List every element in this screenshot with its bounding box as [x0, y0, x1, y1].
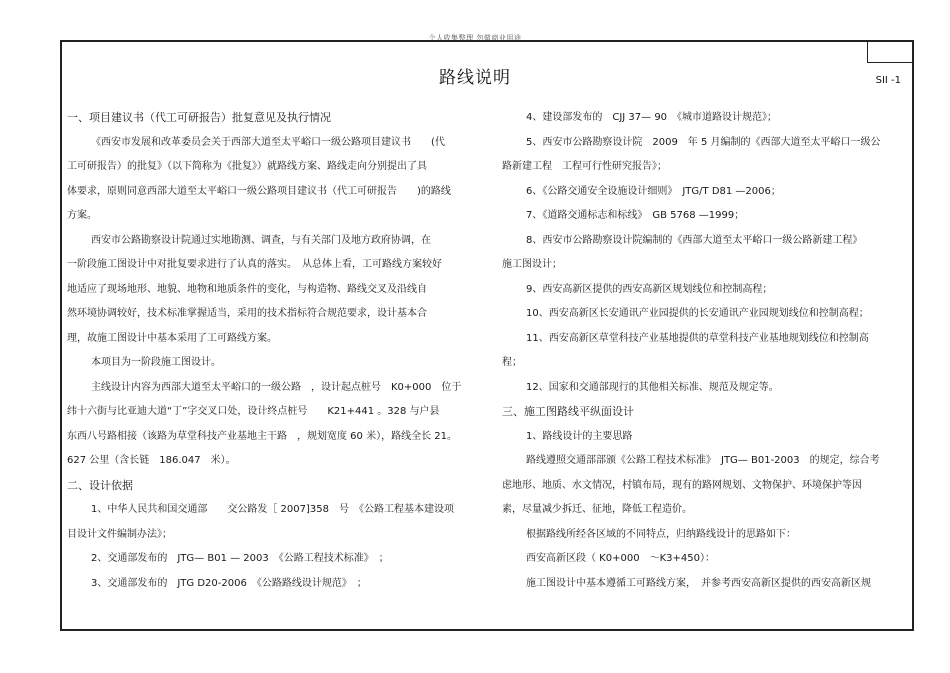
right-column: [502, 106, 907, 596]
text-line: 7、《道路交通标志和标线》 GB 5768 —1999；: [526, 210, 745, 221]
section-heading: 二、设计依据: [67, 478, 133, 492]
text-line: 素，尽量减少拆迁、征地，降低工程造价。: [502, 504, 692, 515]
text-line: 目设计文件编制办法》；: [67, 528, 172, 540]
text-line: 9、西安高新区提供的西安高新区规划线位和控制高程；: [526, 283, 773, 295]
text-line: 根据路线所经各区域的不同特点，归纳路线设计的思路如下：: [526, 528, 796, 540]
text-line: 6、《公路交通安全设施设计细则》 JTG/T D81 —2006；: [526, 185, 781, 197]
text-line: 然环境协调较好，技术标准掌握适当，采用的技术指标符合规范要求，设计基本合: [67, 308, 427, 319]
text-line: 5、西安市公路勘察设计院 2009 年 5 月编制的《西部大道至太平峪口一级公: [526, 136, 881, 148]
watermark-text: 个人收集整理 勿做商业用途: [428, 34, 522, 42]
text-line: 纬十六街与比亚迪大道“丁”字交叉口处，设计终点桩号 K21+441 。328 与户县: [67, 406, 440, 417]
text-line: 施工图设计中基本遵循工可路线方案， 并参考西安高新区提供的西安高新区规: [526, 577, 871, 589]
text-line: 东西八号路相接（该路为草堂科技产业基地主干路 ，规划宽度 60 米），路线全长 21。: [67, 430, 457, 442]
text-line: 西安市公路勘察设计院通过实地勘测、调查，与有关部门及地方政府协调，在: [91, 234, 431, 246]
text-line: 西安高新区段（ K0+000 ～K3+450）：: [526, 553, 715, 564]
title-corner-box: [867, 42, 912, 63]
text-line: 理，故施工图设计中基本采用了工可路线方案。: [67, 332, 277, 344]
text-line: 2、交通部发布的 JTG— B01 — 2003 《公路工程技术标准》 ；: [91, 553, 389, 564]
text-line: 程；: [502, 357, 522, 368]
text-line: 627 公里（含长链 186.047 米）。: [67, 455, 236, 466]
text-line: 体要求，原则同意西部大道至太平峪口一级公路项目建议书（代工可研报告 )的路线: [67, 185, 451, 197]
text-line: 路线遵照交通部部颁《公路工程技术标准》 JTG— B01-2003 的规定，综合考: [526, 455, 880, 466]
text-line: 11、西安高新区草堂科技产业基地提供的草堂科技产业基地规划线位和控制高: [526, 332, 869, 344]
page-title: 路线说明: [439, 68, 511, 88]
text-line: 4、建设部发布的 CJJ 37— 90 《城市道路设计规范》；: [526, 112, 778, 123]
section-heading: 三、施工图路线平纵面设计: [502, 405, 634, 418]
text-line: 《西安市发展和改革委员会关于西部大道至太平峪口一级公路项目建议书 (代: [91, 136, 445, 148]
sheet-number: SII -1: [875, 75, 901, 86]
text-line: 虑地形、地质、水文情况，村镇布局，现有的路网规划、文物保护、环境保护等因: [502, 479, 862, 491]
text-line: 方案。: [67, 210, 97, 221]
text-line: 施工图设计；: [502, 259, 562, 270]
text-line: 8、西安市公路勘察设计院编制的《西部大道至太平峪口一级公路新建工程》: [526, 234, 863, 246]
text-line: 路新建工程 工程可行性研究报告》；: [502, 161, 667, 172]
section-heading: 一、项目建议书（代工可研报告）批复意见及执行情况: [67, 111, 331, 124]
text-line: 工可研报告）的批复》（以下简称为《批复》）就路线方案、路线走向分别提出了具: [67, 161, 427, 172]
text-line: 12、国家和交通部现行的其他相关标准、规范及规定等。: [526, 381, 779, 393]
text-line: 10、西安高新区长安通讯产业园提供的长安通讯产业园规划线位和控制高程；: [526, 308, 869, 319]
text-line: 地适应了现场地形、地貌、地物和地质条件的变化，与构造物、路线交叉及沿线自: [67, 283, 427, 295]
text-line: 1、中华人民共和国交通部 交公路发［ 2007]358 号 《公路工程基本建设项: [91, 504, 454, 515]
text-line: 一阶段施工图设计中对批复要求进行了认真的落实。 从总体上看，工可路线方案较好: [67, 259, 442, 270]
left-column: [67, 106, 472, 596]
text-line: 本项目为一阶段施工图设计。: [91, 357, 221, 368]
text-line: 1、路线设计的主要思路: [526, 430, 633, 442]
text-line: 3、交通部发布的 JTG D20-2006 《公路路线设计规范》 ；: [91, 577, 367, 589]
text-line: 主线设计内容为西部大道至太平峪口的一级公路 ，设计起点桩号 K0+000 位于: [91, 381, 462, 393]
